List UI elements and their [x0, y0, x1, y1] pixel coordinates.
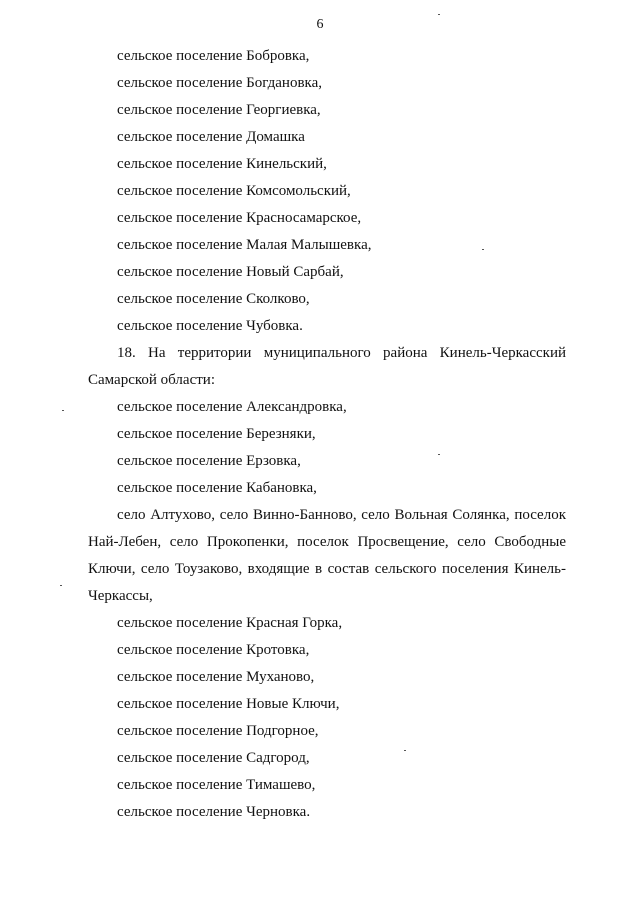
clause-18-heading: 18. На территории муниципального района Кинель-Черкасский — [117, 345, 566, 361]
scan-speck — [60, 585, 62, 586]
list-item: сельское поселение Новые Ключи, — [117, 696, 340, 712]
page-number: 6 — [316, 17, 324, 32]
list-item: сельское поселение Бобровка, — [117, 48, 310, 64]
villages-line: Най-Лебен, село Прокопенки, поселок Просвещение, село Свободные — [88, 534, 566, 550]
list-item: сельское поселение Красносамарское, — [117, 210, 362, 226]
list-item: сельское поселение Ерзовка, — [117, 453, 301, 469]
list-item: сельское поселение Богдановка, — [117, 75, 322, 91]
list-item: сельское поселение Муханово, — [117, 669, 315, 685]
list-item: сельское поселение Садгород, — [117, 750, 310, 766]
list-item: сельское поселение Александровка, — [117, 399, 347, 415]
villages-line: Черкассы, — [88, 588, 153, 604]
list-item: сельское поселение Новый Сарбай, — [117, 264, 344, 280]
list-item: сельское поселение Кротовка, — [117, 642, 310, 658]
scan-speck — [482, 249, 484, 250]
scan-speck — [404, 750, 406, 751]
list-item: сельское поселение Георгиевка, — [117, 102, 321, 118]
list-item: сельское поселение Черновка. — [117, 804, 311, 820]
list-item: сельское поселение Комсомольский, — [117, 183, 351, 199]
list-item: сельское поселение Березняки, — [117, 426, 316, 442]
list-item: сельское поселение Сколково, — [117, 291, 310, 307]
scan-speck — [438, 454, 440, 455]
villages-line: Ключи, село Тоузаково, входящие в состав сельского поселения Кинель- — [88, 561, 566, 577]
list-item: сельское поселение Кинельский, — [117, 156, 327, 172]
list-item: сельское поселение Домашка — [117, 129, 305, 145]
scan-speck — [438, 14, 440, 15]
villages-line: село Алтухово, село Винно-Банново, село Вольная Солянка, поселок — [117, 507, 566, 523]
list-item: сельское поселение Тимашево, — [117, 777, 316, 793]
list-item: сельское поселение Красная Горка, — [117, 615, 343, 631]
clause-18-continuation: Самарской области: — [88, 372, 215, 388]
list-item: сельское поселение Кабановка, — [117, 480, 317, 496]
list-item: сельское поселение Чубовка. — [117, 318, 303, 334]
list-item: сельское поселение Подгорное, — [117, 723, 319, 739]
scan-speck — [62, 410, 64, 411]
list-item: сельское поселение Малая Малышевка, — [117, 237, 372, 253]
